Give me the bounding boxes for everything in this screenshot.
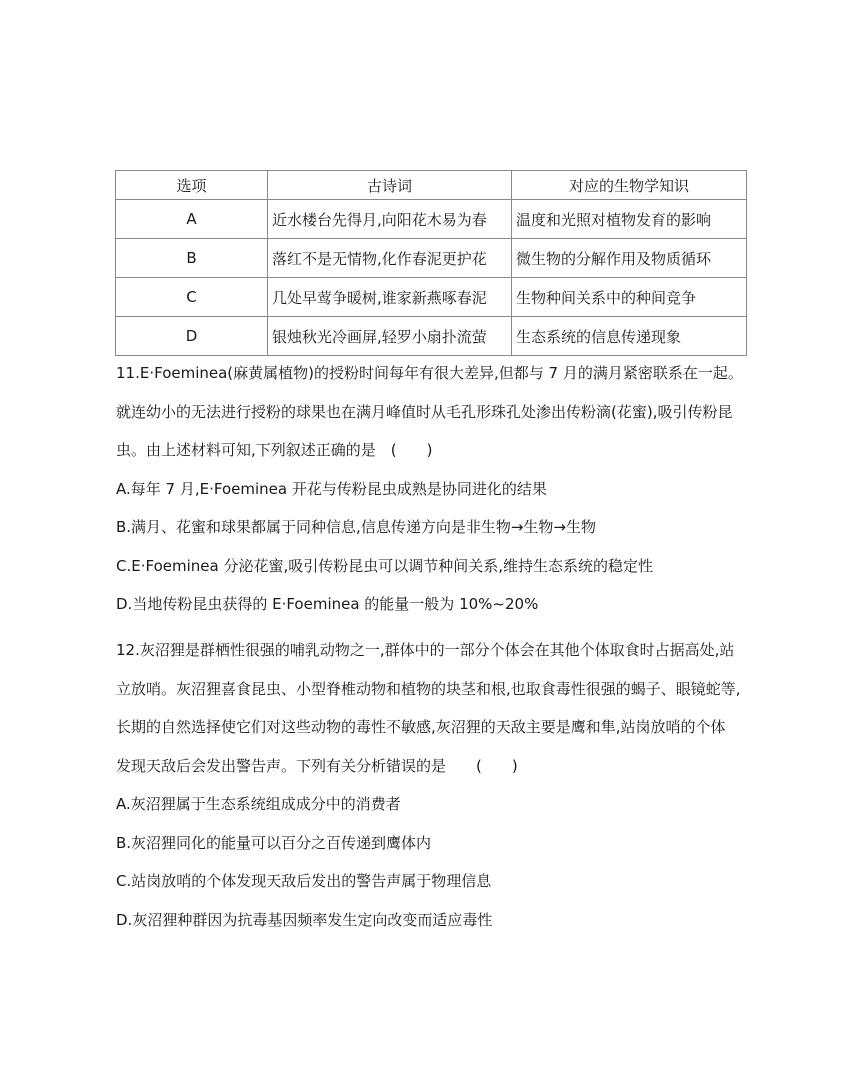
row-poem: 银烛秋光冷画屏,轻罗小扇扑流萤: [268, 317, 512, 356]
question-stem-line: 虫。由上述材料可知,下列叙述正确的是 ( ): [116, 441, 433, 459]
table-row: [116, 200, 747, 239]
answer-option-c[interactable]: C.E·Foeminea 分泌花蜜,吸引传粉昆虫可以调节种间关系,维持生态系统的稳定性: [116, 556, 654, 575]
question-stem-line: 长期的自然选择使它们对这些动物的毒性不敏感,灰沼狸的天敌主要是鹰和隼,站岗放哨的个体: [116, 718, 726, 736]
answer-option-a[interactable]: A.灰沼狸属于生态系统组成成分中的消费者: [116, 795, 401, 813]
question-stem-line: 11.E·Foeminea(麻黄属植物)的授粉时间每年有很大差异,但都与 7 月的满月紧密联系在一起。: [116, 364, 743, 382]
question-stem-line: 12.灰沼狸是群栖性很强的哺乳动物之一,群体中的一部分个体会在其他个体取食时占据高处,站: [116, 641, 735, 659]
question-stem-line: 立放哨。灰沼狸喜食昆虫、小型脊椎动物和植物的块茎和根,也取食毒性很强的蝎子、眼镜蛇等,: [116, 679, 741, 698]
answer-option-d[interactable]: D.当地传粉昆虫获得的 E·Foeminea 的能量一般为 10%~20%: [116, 595, 539, 613]
table-header-row: [116, 171, 747, 200]
table-row: [116, 239, 747, 278]
row-knowledge: 微生物的分解作用及物质循环: [512, 239, 747, 278]
row-option: A: [116, 200, 268, 239]
answer-option-d[interactable]: D.灰沼狸种群因为抗毒基因频率发生定向改变而适应毒性: [116, 910, 493, 929]
row-option: B: [116, 239, 268, 278]
row-option: D: [116, 317, 268, 356]
answer-option-b[interactable]: B.灰沼狸同化的能量可以百分之百传递到鹰体内: [116, 833, 432, 852]
row-knowledge: 生物种间关系中的种间竞争: [512, 278, 747, 317]
row-poem: 近水楼台先得月,向阳花木易为春: [268, 200, 512, 239]
answer-option-a[interactable]: A.每年 7 月,E·Foeminea 开花与传粉昆虫成熟是协同进化的结果: [116, 479, 547, 498]
table-row: [116, 317, 747, 356]
question-stem-line: 就连幼小的无法进行授粉的球果也在满月峰值时从毛孔形珠孔处渗出传粉滴(花蜜),吸引传粉昆: [116, 402, 733, 421]
options-table: [115, 170, 747, 356]
row-option: C: [116, 278, 268, 317]
header-option: 选项: [116, 171, 268, 200]
row-poem: 几处早莺争暖树,谁家新燕啄春泥: [268, 278, 512, 317]
row-knowledge: 生态系统的信息传递现象: [512, 317, 747, 356]
answer-option-c[interactable]: C.站岗放哨的个体发现天敌后发出的警告声属于物理信息: [116, 872, 492, 890]
row-poem: 落红不是无情物,化作春泥更护花: [268, 239, 512, 278]
question-12: [116, 631, 756, 939]
row-knowledge: 温度和光照对植物发育的影响: [512, 200, 747, 239]
question-11: [116, 354, 756, 624]
table-row: [116, 278, 747, 317]
header-poem: 古诗词: [268, 171, 512, 200]
header-knowledge: 对应的生物学知识: [512, 171, 747, 200]
answer-option-b[interactable]: B.满月、花蜜和球果都属于同种信息,信息传递方向是非生物→生物→生物: [116, 518, 596, 536]
question-stem-line: 发现天敌后会发出警告声。下列有关分析错误的是 ( ): [116, 756, 518, 775]
